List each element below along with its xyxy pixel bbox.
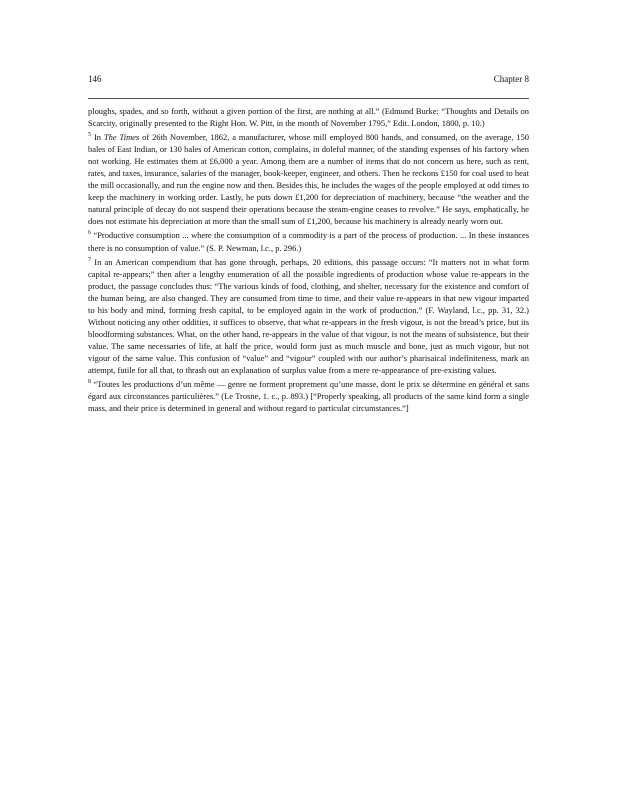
footnote-number: 7 [88,256,91,263]
footnote-continuation [88,105,529,129]
footnote-number: 5 [88,132,91,139]
footnote-8 [88,378,529,414]
footnote-text: ploughs, spades, and so forth, without a given portion of the first, are nothing at all.” (Edmund Burke: “Thoughts and Details on Scarcity, originally presented to the Right Hon. W. Pitt, in the month of November 1795,” Edit. London, 1800, p. 10.) [88,106,529,129]
footnote-number: 8 [88,379,91,386]
footnote-text: In [93,132,101,143]
page-header [88,74,529,88]
newspaper-title: The Times [103,132,140,143]
footnote-number: 6 [88,230,91,237]
header-rule [88,98,529,99]
footnote-5 [88,131,529,227]
footnote-text: of 26th November, 1862, a manufacturer, whose mill employed 800 hands, and consumed, on the average, 150 bales of East Indian, or 130 bales of American cotton, complains, in doleful manner, of the standing expenses of his factory when not working. He estimates them at £6,000 a year. Among them are a number of items that do not concern us here, such as rent, rates, and taxes, insurance, salaries of the manager, book-keeper, engineer, and others. Then he reckons £150 for coal used to heat the mill occasionally, and run the engine now and then. Besides this, he includes the wages of the people employed at odd times to keep the machinery in working order. Lastly, he puts down £1,200 for depreciation of machinery, because “the weather and the natural principle of decay do not suspend their operations because the steam-engine ceases to revolve.” He says, emphatically, he does not estimate his depreciation at more than the small sum of £1,200, because his machinery is already nearly worn out. [88,132,530,227]
page-number: 146 [88,74,102,84]
footnote-7 [88,256,529,376]
footnote-text: In an American compendium that has gone through, perhaps, 20 editions, this passage occurs: “It matters not in what form capital re-appears;” then after a lengthy enumeration of all the possible ingredients of production whose value re-appears in the product, the passage concludes thus: “The various kinds of food, clothing, and shelter, necessary for the existence and comfort of the human being, are also changed. They are consumed from time to time, and their value re-appears in that new vigour imparted to his body and mind, forming fresh capital, to be employed again in the work of production.” (F. Wayland, l.c., pp. 31, 32.) Without noticing any other oddities, it suffices to observe, that what re-appears in the fresh vigour, is not the bread’s price, but its bloodforming substances. What, on the other hand, re-appears in the value of that vigour, is not the means of subsistence, but their value. The same necessaries of life, at half the price, would form just as much muscle and bone, just as much vigour, but not vigour of the same value. This confusion of “value” and “vigour” coupled with our author’s pharisaical indefiniteness, mark an attempt, futile for all that, to thrash out an explanation of surplus value from a mere re-appearance of pre-existing values. [88,256,529,375]
footnotes-body [88,105,529,416]
footnote-text: “Productive consumption ... where the consumption of a commodity is a part of the process of production. ... In these instances there is no consumption of value.” (S. P. Newman, l.c., p. 296.) [88,230,530,253]
chapter-label: Chapter 8 [493,74,529,84]
footnote-6 [88,229,529,253]
footnote-text: “Toutes les productions d’un même — genre ne forment proprement qu’une masse, dont le prix se détermine en général et sans égard aux circonstances particulières.” (Le Trosne, 1. c., p. 893.) [“Properly speaking, all products of the same kind form a single mass, and their price is determined in general and without regard to particular circumstances.”] [88,379,529,414]
